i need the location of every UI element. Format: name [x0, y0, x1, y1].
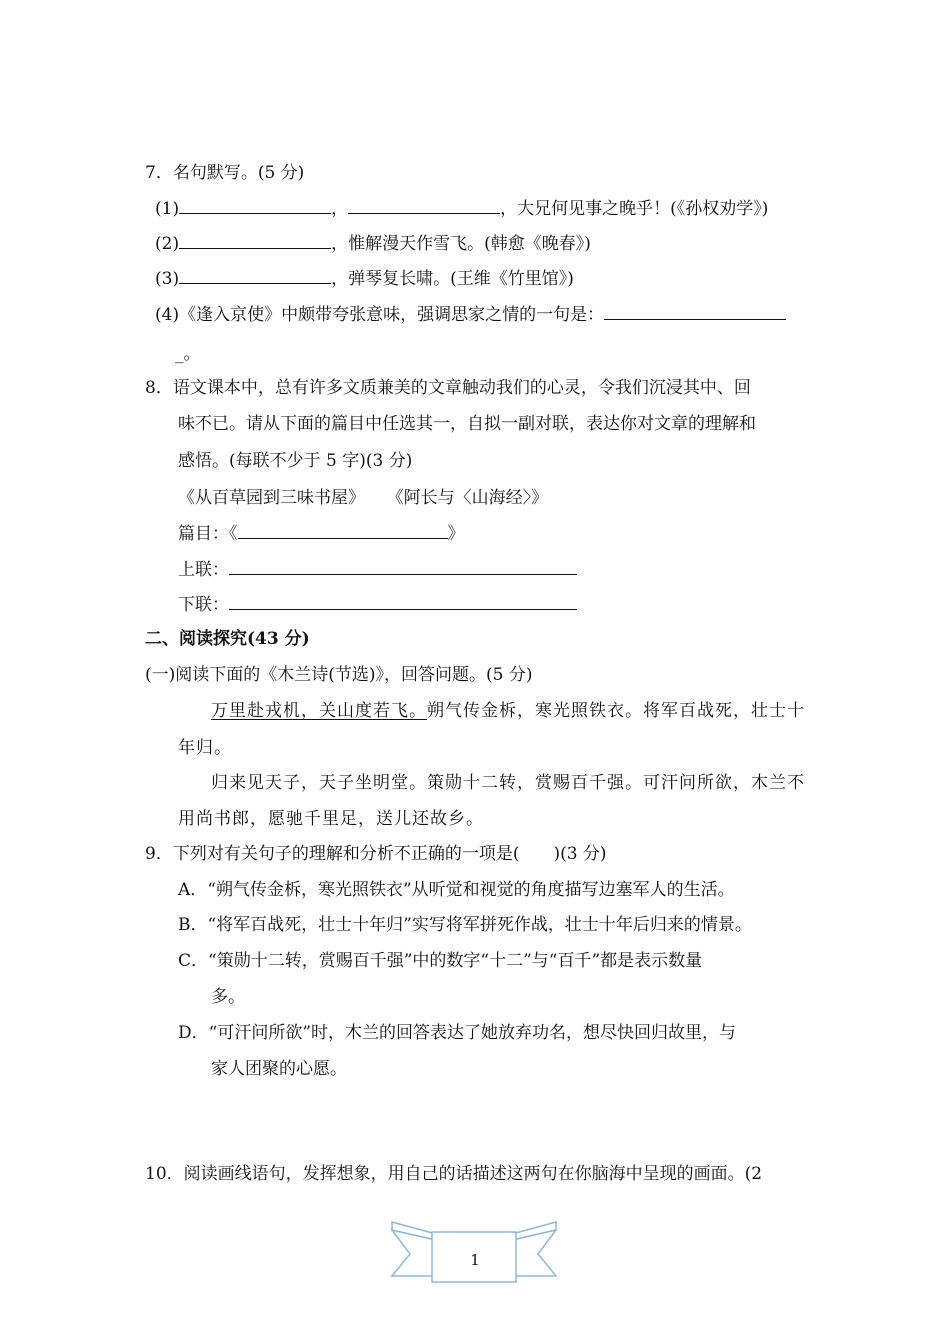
- q7-blank-3[interactable]: [179, 267, 331, 284]
- q8-pian-line: [178, 522, 465, 545]
- q9-option-a[interactable]: A．“朔气传金柝，寒光照铁衣”从听觉和视觉的角度描写边塞军人的生活。: [178, 880, 735, 900]
- q7-l3-tail: ，弹琴复长啸。(王维《竹里馆》): [331, 269, 574, 289]
- q7-l4-text: (4)《逢入京使》中颇带夸张意味，强调思家之情的一句是：: [155, 305, 605, 325]
- q7-line-3: [155, 267, 574, 290]
- q7-title: 7．名句默写。(5 分): [145, 163, 305, 183]
- q9-title: 9．下列对有关句子的理解和分析不正确的一项是( )(3 分): [145, 844, 607, 864]
- q7-line-4-end: _。: [175, 344, 201, 364]
- poem-line-1-rest: 朔气传金柝，寒光照铁衣。将军百战死，壮士十: [427, 701, 805, 721]
- q8-shang-line: [178, 558, 577, 581]
- q8-pian-end: 》: [447, 524, 465, 544]
- q7-l1-sep: ，: [331, 199, 349, 219]
- q7-l3-prefix: (3): [155, 269, 180, 289]
- section-heading: 二、阅读探究(43 分): [145, 629, 310, 649]
- poem-line-3: 归来见天子，天子坐明堂。策勋十二转，赏赐百千强。可汗问所欲，木兰不: [211, 773, 805, 793]
- q8-pian-label: 篇目：《: [178, 524, 238, 544]
- q7-line-1: [155, 197, 768, 220]
- q7-l2-tail: ，惟解漫天作雪飞。(韩愈《晚春》): [331, 234, 591, 254]
- q7-blank-1a[interactable]: [179, 197, 331, 214]
- q8-xia-blank[interactable]: [229, 593, 577, 610]
- q8-shang-label: 上联：: [178, 560, 229, 580]
- poem-line-4: 用尚书郎，愿驰千里足，送儿还故乡。: [178, 809, 484, 829]
- q9-option-d[interactable]: D．“可汗问所欲”时，木兰的回答表达了她放弃功名，想尽快回归故里，与: [178, 1023, 737, 1043]
- q8-shang-blank[interactable]: [229, 558, 577, 575]
- q9-option-c[interactable]: C．“策勋十二转，赏赐百千强”中的数字“十二”与“百千”都是表示数量: [178, 951, 703, 971]
- q8-line-2: 味不已。请从下面的篇目中任选其一，自拟一副对联，表达你对文章的理解和: [178, 414, 756, 434]
- q8-options: 《从百草园到三味书屋》 《阿长与〈山海经〉》: [178, 488, 549, 508]
- q7-blank-2[interactable]: [179, 232, 331, 249]
- q7-line-4: [155, 303, 786, 326]
- q9-option-d-cont: 家人团聚的心愿。: [211, 1059, 347, 1079]
- q8-pian-blank[interactable]: [238, 522, 448, 539]
- q8-xia-label: 下联：: [178, 595, 229, 615]
- q7-l1-tail: ，大兄何见事之晚乎！(《孙权劝学》): [500, 199, 769, 219]
- q8-xia-line: [178, 593, 577, 616]
- q9-option-c-cont: 多。: [211, 987, 245, 1007]
- poem-line-2: 年归。: [178, 738, 232, 758]
- q7-line-2: [155, 232, 591, 255]
- q7-blank-4[interactable]: [604, 303, 786, 320]
- poem-underlined: 万里赴戎机，关山度若飞。: [211, 701, 427, 721]
- q7-l1-prefix: (1): [155, 199, 180, 219]
- page-number: 1: [470, 1251, 480, 1269]
- poem-line-1: [211, 700, 805, 722]
- q10-line-1: 10．阅读画线语句，发挥想象，用自己的话描述这两句在你脑海中呈现的画面。(2: [145, 1164, 763, 1184]
- part1-intro: (一)阅读下面的《木兰诗(节选)》，回答问题。(5 分): [145, 665, 533, 685]
- q7-blank-1b[interactable]: [348, 197, 500, 214]
- q9-option-b[interactable]: B．“将军百战死，壮士十年归”实写将军拼死作战，壮士十年后归来的情景。: [178, 915, 752, 935]
- q8-line-1: 8．语文课本中，总有许多文质兼美的文章触动我们的心灵，令我们沉浸其中、回: [145, 378, 751, 398]
- q7-l2-prefix: (2): [155, 234, 180, 254]
- q8-line-3: 感悟。(每联不少于 5 字)(3 分): [178, 451, 413, 471]
